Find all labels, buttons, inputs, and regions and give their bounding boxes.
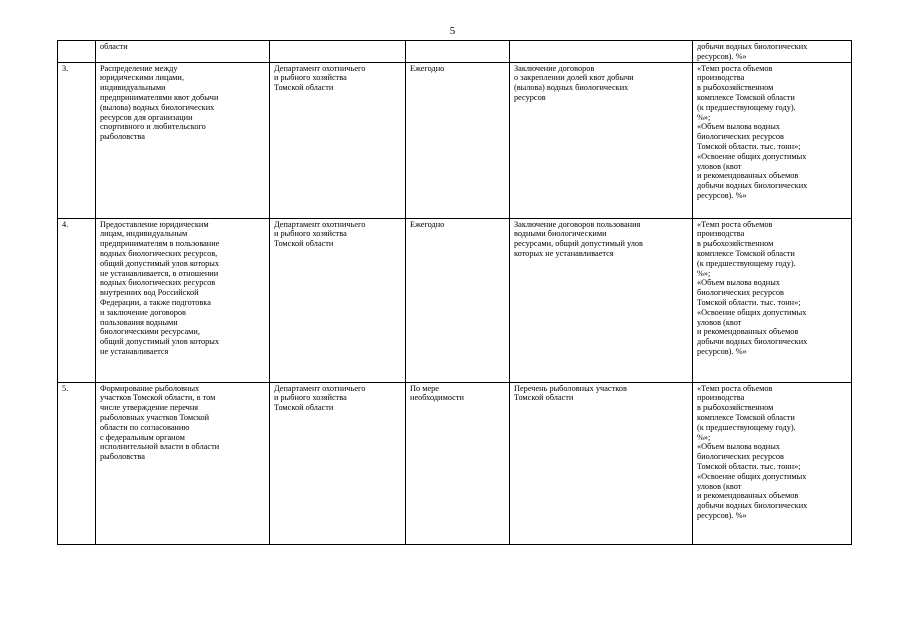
page-number: 5 bbox=[449, 25, 456, 37]
cell-executor: Департамент охотничьего и рыбного хозяйства Томской области bbox=[270, 382, 406, 544]
table-row bbox=[58, 62, 852, 218]
cell-result: Заключение договоров о закреплении долей квот добычи (вылова) водных биологических ресурсов bbox=[510, 62, 693, 218]
table-row bbox=[58, 41, 852, 63]
cell-term: Ежегодно bbox=[406, 218, 510, 382]
cell-number: 4. bbox=[58, 218, 96, 382]
cell-number bbox=[58, 41, 96, 63]
cell-task: Формирование рыболовных участков Томской области, в том числе утверждение перечня рыболовных участков Томской области по согласованию с федеральным органом исполнительной власти в области рыболовства bbox=[96, 382, 270, 544]
table-row bbox=[58, 382, 852, 544]
cell-indicators: «Темп роста объемов производства в рыбохозяйственном комплексе Томской области (к предшествующему году). %»; «Объем вылова водных биологических ресурсов Томской области. тыс. тонн»; «Освоение общих допустимых уловов (квот и рекомендованных объемов добычи водных биологических ресурсов). %» bbox=[693, 218, 852, 382]
cell-term bbox=[406, 41, 510, 63]
cell-result bbox=[510, 41, 693, 63]
measures-table bbox=[57, 40, 852, 545]
cell-term: По мере необходимости bbox=[406, 382, 510, 544]
cell-executor: Департамент охотничьего и рыбного хозяйства Томской области bbox=[270, 218, 406, 382]
cell-task: Предоставление юридическим лицам, индивидуальным предпринимателям в пользование водных биологических ресурсов, общий допустимый улов которых не устанавливается, в отношении водных биологических ресурсов внутренних вод Российской Федерации, а также подготовка и заключение договоров пользования водными биологическими ресурсами, общий допустимый улов которых не устанавливается bbox=[96, 218, 270, 382]
cell-indicators: «Темп роста объемов производства в рыбохозяйственном комплексе Томской области (к предшествующему году). %»; «Объем вылова водных биологических ресурсов Томской области. тыс. тонн»; «Освоение общих допустимых уловов (квот и рекомендованных объемов добычи водных биологических ресурсов). %» bbox=[693, 62, 852, 218]
cell-number: 3. bbox=[58, 62, 96, 218]
cell-task: области bbox=[96, 41, 270, 63]
cell-executor bbox=[270, 41, 406, 63]
cell-result: Перечень рыболовных участков Томской области bbox=[510, 382, 693, 544]
cell-task: Распределение между юридическими лицами, индивидуальными предпринимателями квот добычи (вылова) водных биологических ресурсов для организации спортивного и любительского рыболовства bbox=[96, 62, 270, 218]
cell-number: 5. bbox=[58, 382, 96, 544]
table-row bbox=[58, 218, 852, 382]
cell-result: Заключение договоров пользования водными биологическими ресурсами, общий допустимый улов которых не устанавливается bbox=[510, 218, 693, 382]
cell-indicators: добычи водных биологических ресурсов). %» bbox=[693, 41, 852, 63]
cell-term: Ежегодно bbox=[406, 62, 510, 218]
cell-executor: Департамент охотничьего и рыбного хозяйства Томской области bbox=[270, 62, 406, 218]
cell-indicators: «Темп роста объемов производства в рыбохозяйственном комплексе Томской области (к предшествующему году). %»; «Объем вылова водных биологических ресурсов Томской области. тыс. тонн»; «Освоение общих допустимых уловов (квот и рекомендованных объемов добычи водных биологических ресурсов). %» bbox=[693, 382, 852, 544]
